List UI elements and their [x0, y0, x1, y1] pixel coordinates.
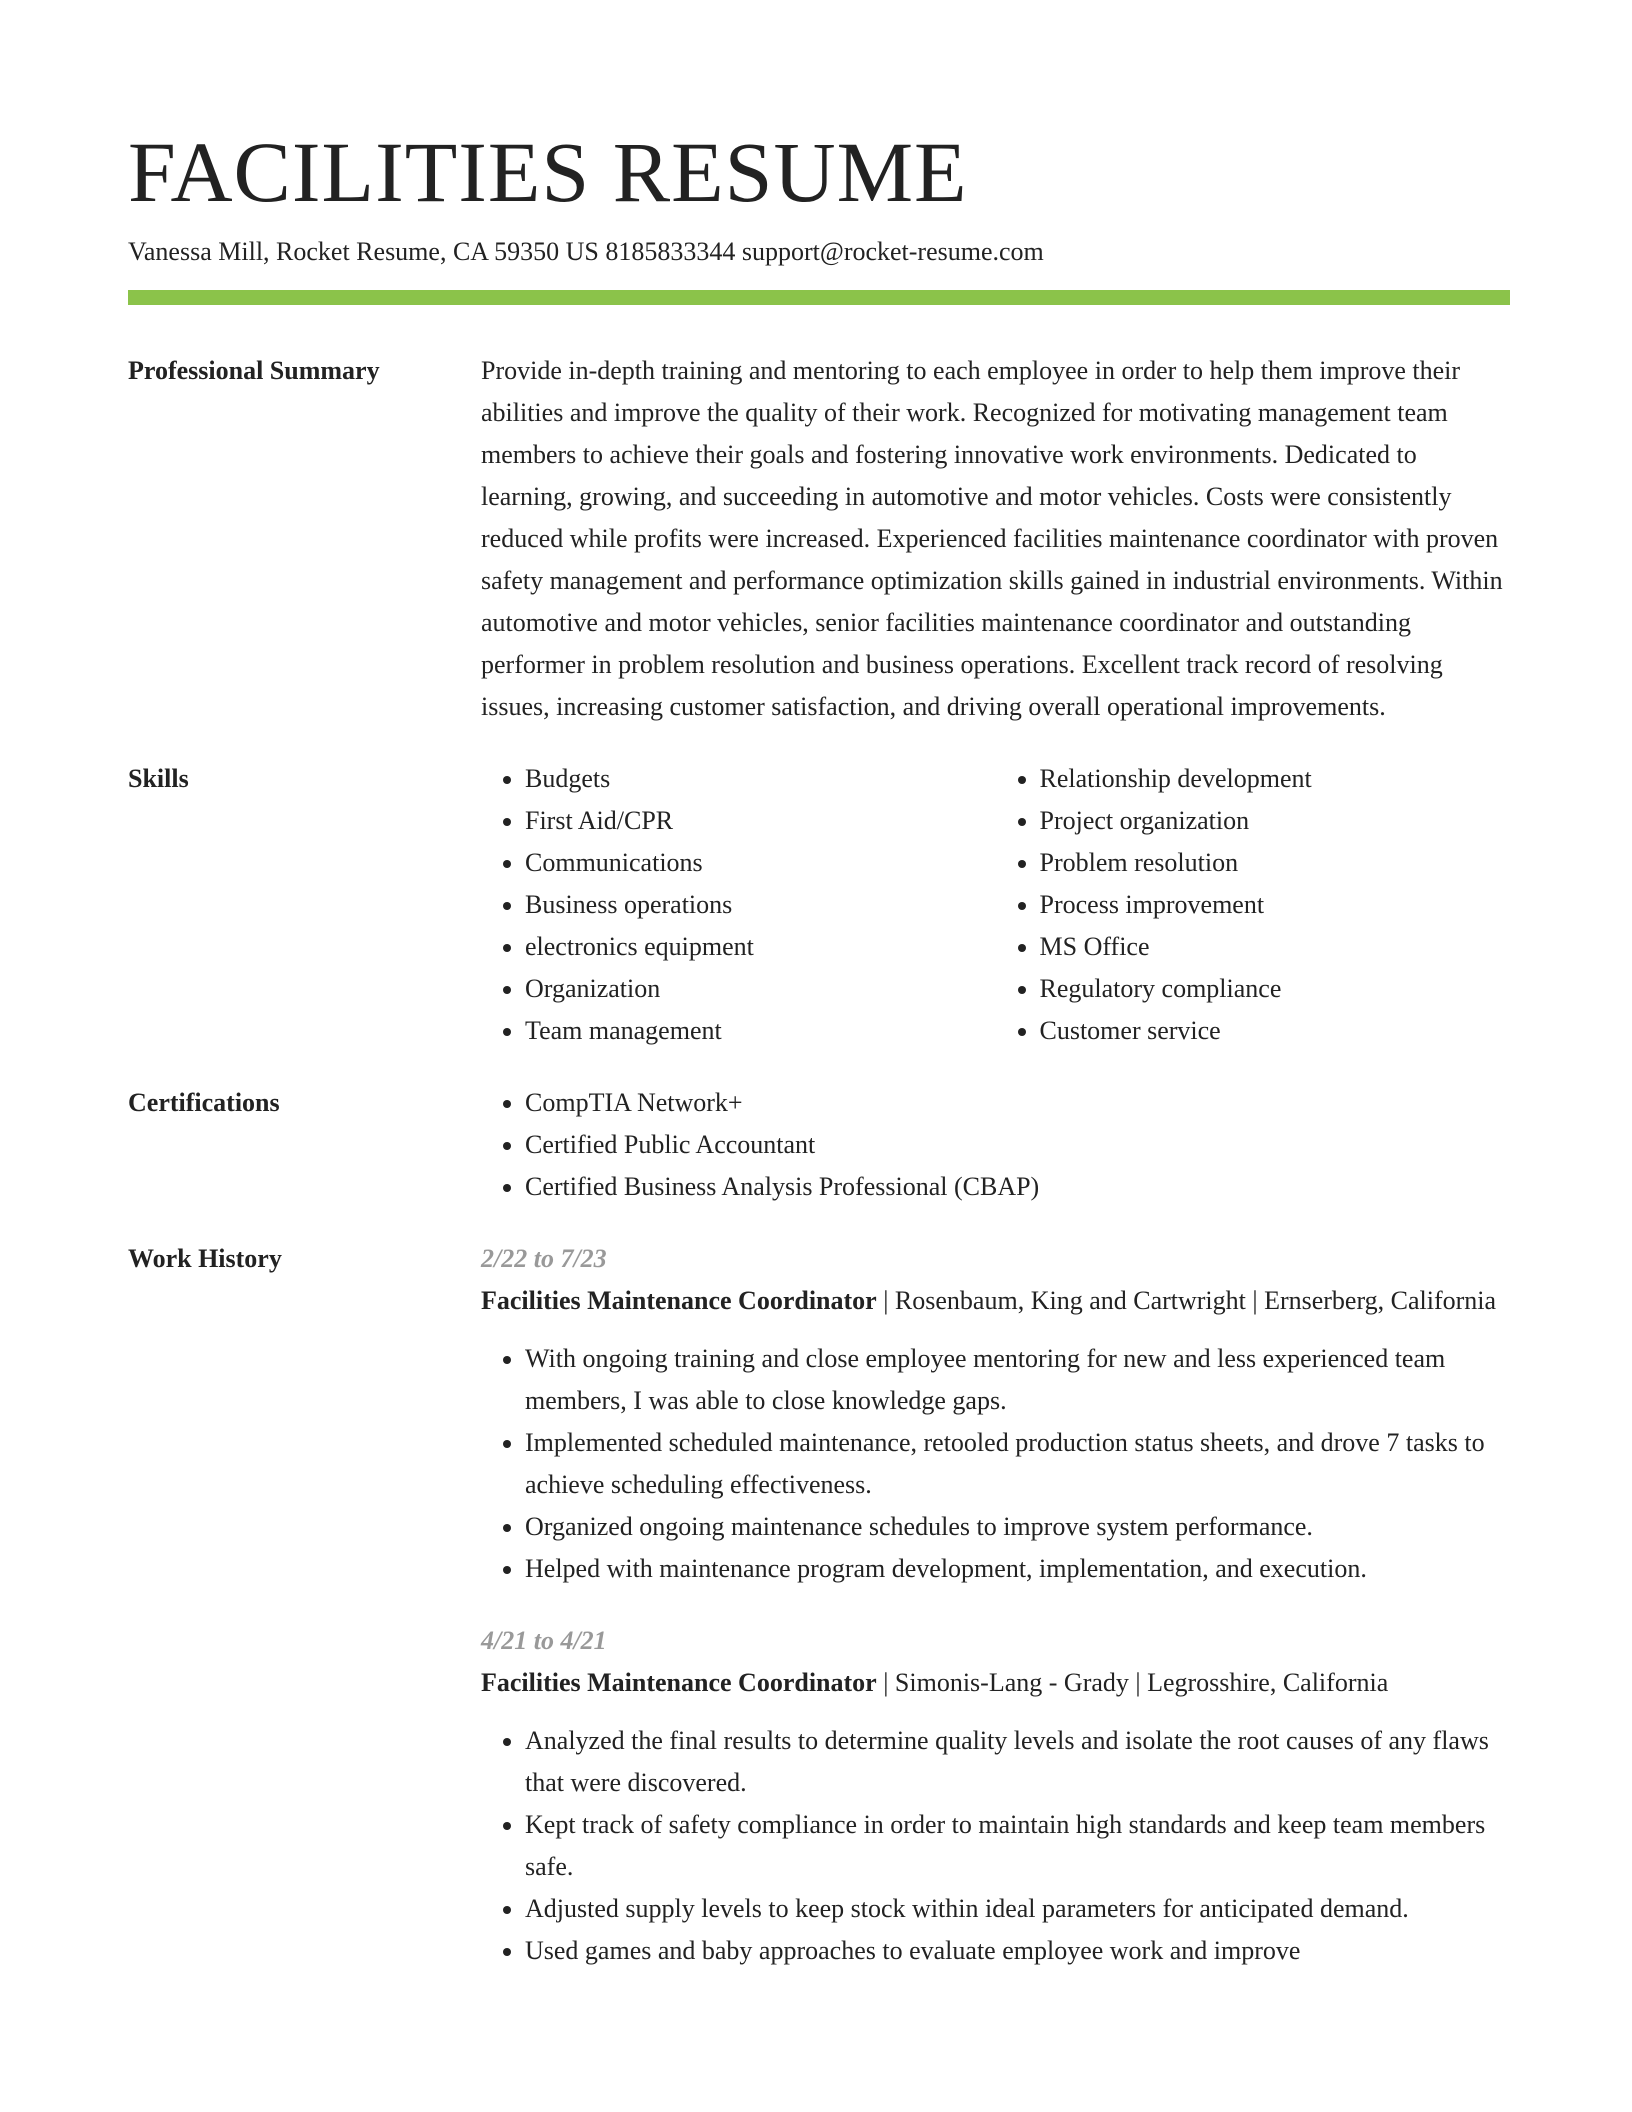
job-dates: 4/21 to 4/21 [481, 1626, 607, 1655]
section-label: Professional Summary [128, 356, 380, 385]
list-item: • Helped with maintenance program development, implementation, and execution. [525, 1548, 1510, 1590]
job-title: Facilities Maintenance Coordinator [481, 1668, 877, 1697]
job-dates: 2/22 to 7/23 [481, 1244, 607, 1273]
job-entry [481, 1238, 1510, 1590]
list-item: • Implemented scheduled maintenance, retooled production status sheets, and drove 7 tasks to achieve scheduling effectiveness. [525, 1422, 1510, 1506]
section-label: Certifications [128, 1088, 280, 1117]
section-label: Work History [128, 1244, 282, 1273]
list-item: • Communications [525, 842, 996, 884]
contact-line: Vanessa Mill, Rocket Resume, CA 59350 US 8185833344 support@rocket-resume.com [128, 237, 1044, 266]
list-item: • Organization [525, 968, 996, 1010]
list-item: • Certified Public Accountant [525, 1124, 1510, 1166]
list-item: • MS Office [1040, 926, 1511, 968]
list-item: • electronics equipment [525, 926, 996, 968]
list-item: • Certified Business Analysis Professional (CBAP) [525, 1166, 1510, 1208]
list-item: • First Aid/CPR [525, 800, 996, 842]
resume-header [128, 122, 1510, 305]
list-item: • Customer service [1040, 1010, 1511, 1052]
job-company-location: | Rosenbaum, King and Cartwright | Ernserberg, California [876, 1286, 1497, 1315]
list-item: • Regulatory compliance [1040, 968, 1511, 1010]
job-entry [481, 1620, 1510, 1972]
list-item: • Project organization [1040, 800, 1511, 842]
skills-columns [481, 758, 1510, 1052]
section-body [481, 1082, 1510, 1208]
summary-text: Provide in-depth training and mentoring to each employee in order to help them improve their abilities and improve the quality of their work. Recognized for motivating management team members to achieve their goals and fostering innovative work environments. Dedicated to learning, growing, and succeeding in automotive and motor vehicles. Costs were consistently reduced while profits were increased. Experienced facilities maintenance coordinator with proven safety management and performance optimization skills gained in industrial environments. Within automotive and motor vehicles, senior facilities maintenance coordinator and outstanding performer in problem resolution and business operations. Excellent track record of resolving issues, increasing customer satisfaction, and driving overall operational improvements. [481, 356, 1503, 721]
list-item: • Used games and baby approaches to evaluate employee work and improve [525, 1930, 1510, 1972]
work-history-section [128, 1238, 1510, 1972]
list-item: • With ongoing training and close employee mentoring for new and less experienced team members, I was able to close knowledge gaps. [525, 1338, 1510, 1422]
job-company-location: | Simonis-Lang - Grady | Legrosshire, California [876, 1668, 1389, 1697]
section-body [481, 1238, 1510, 1972]
certifications-section [128, 1082, 1510, 1208]
list-item: • CompTIA Network+ [525, 1082, 1510, 1124]
list-item: • Adjusted supply levels to keep stock within ideal parameters for anticipated demand. [525, 1888, 1510, 1930]
job-bullets [481, 1720, 1510, 1972]
skills-list-left [481, 758, 996, 1052]
skills-list-right [996, 758, 1511, 1052]
summary-section [128, 350, 1510, 728]
certifications-list [481, 1082, 1510, 1208]
list-item: • Kept track of safety compliance in order to maintain high standards and keep team members safe. [525, 1804, 1510, 1888]
list-item: • Organized ongoing maintenance schedules to improve system performance. [525, 1506, 1510, 1548]
list-item: • Analyzed the final results to determine quality levels and isolate the root causes of any flaws that were discovered. [525, 1720, 1510, 1804]
section-body [481, 350, 1510, 728]
list-item: • Problem resolution [1040, 842, 1511, 884]
list-item: • Budgets [525, 758, 996, 800]
section-label: Skills [128, 764, 189, 793]
job-heading [481, 1280, 1510, 1322]
list-item: • Process improvement [1040, 884, 1511, 926]
job-bullets [481, 1338, 1510, 1590]
accent-divider [128, 290, 1510, 305]
list-item: • Business operations [525, 884, 996, 926]
list-item: • Relationship development [1040, 758, 1511, 800]
job-heading [481, 1662, 1510, 1704]
job-title: Facilities Maintenance Coordinator [481, 1286, 877, 1315]
resume-title: FACILITIES RESUME [128, 124, 968, 220]
list-item: • Team management [525, 1010, 996, 1052]
skills-section [128, 758, 1510, 1052]
resume-content [128, 350, 1510, 2002]
